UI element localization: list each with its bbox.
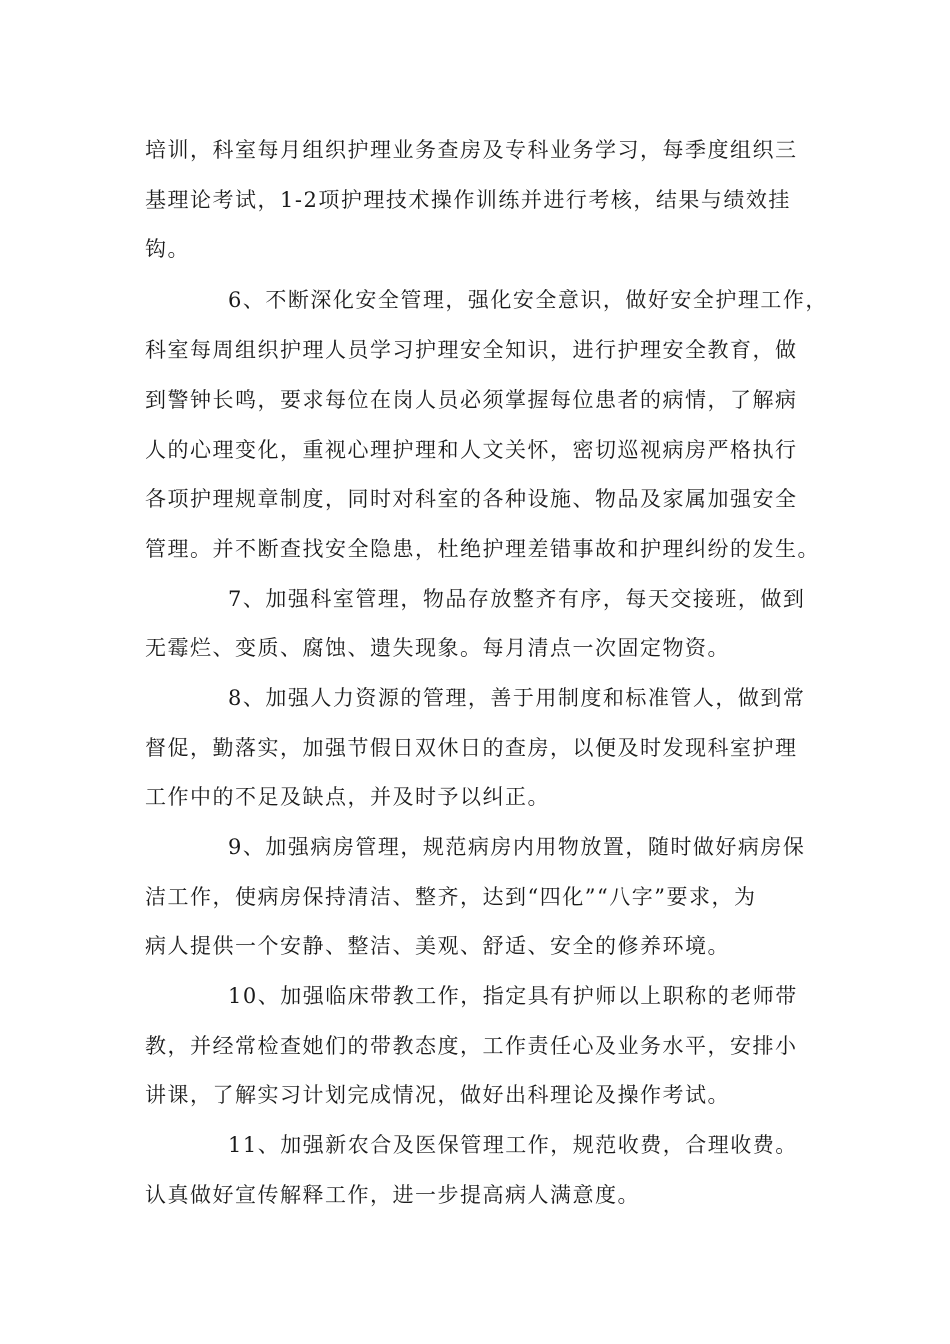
paragraph-7-line: 7、加强科室管理，物品存放整齐有序，每天交接班，做到 (228, 587, 806, 611)
text-line: 钩。 (145, 237, 190, 261)
paragraph-6-line: 6、不断深化安全管理，强化安全意识，做好安全护理工作， (228, 288, 828, 312)
text-line: 认真做好宣传解释工作，进一步提高病人满意度。 (145, 1183, 640, 1207)
text-line: 培训，科室每月组织护理业务查房及专科业务学习，每季度组织三 (145, 138, 798, 162)
paragraph-9-line: 9、加强病房管理，规范病房内用物放置，随时做好病房保 (228, 835, 806, 859)
text-line: 教，并经常检查她们的带教态度，工作责任心及业务水平，安排小 (145, 1034, 798, 1058)
text-line: 基理论考试，1-2项护理技术操作训练并进行考核，结果与绩效挂 (145, 188, 791, 212)
text-line: 讲课，了解实习计划完成情况，做好出科理论及操作考试。 (145, 1083, 730, 1107)
text-line: 洁工作，使病房保持清洁、整齐，达到“四化”“八字”要求，为 (145, 885, 757, 909)
text-line: 无霉烂、变质、腐蚀、遗失现象。每月清点一次固定物资。 (145, 636, 730, 660)
paragraph-8-line: 8、加强人力资源的管理，善于用制度和标准管人，做到常 (228, 686, 806, 710)
text-line: 到警钟长鸣，要求每位在岗人员必须掌握每位患者的病情，了解病 (145, 388, 798, 412)
text-line: 科室每周组织护理人员学习护理安全知识，进行护理安全教育，做 (145, 338, 798, 362)
paragraph-11-line: 11、加强新农合及医保管理工作，规范收费，合理收费。 (228, 1133, 798, 1157)
paragraph-10-line: 10、加强临床带教工作，指定具有护师以上职称的老师带 (228, 984, 798, 1008)
text-line: 督促，勤落实，加强节假日双休日的查房，以便及时发现科室护理 (145, 736, 798, 760)
text-line: 工作中的不足及缺点，并及时予以纠正。 (145, 785, 550, 809)
text-line: 人的心理变化，重视心理护理和人文关怀，密切巡视病房严格执行 (145, 438, 798, 462)
text-line: 管理。并不断查找安全隐患，杜绝护理差错事故和护理纠纷的发生。 (145, 537, 820, 561)
text-line: 病人提供一个安静、整洁、美观、舒适、安全的修养环境。 (145, 934, 730, 958)
text-line: 各项护理规章制度，同时对科室的各种设施、物品及家属加强安全 (145, 487, 798, 511)
